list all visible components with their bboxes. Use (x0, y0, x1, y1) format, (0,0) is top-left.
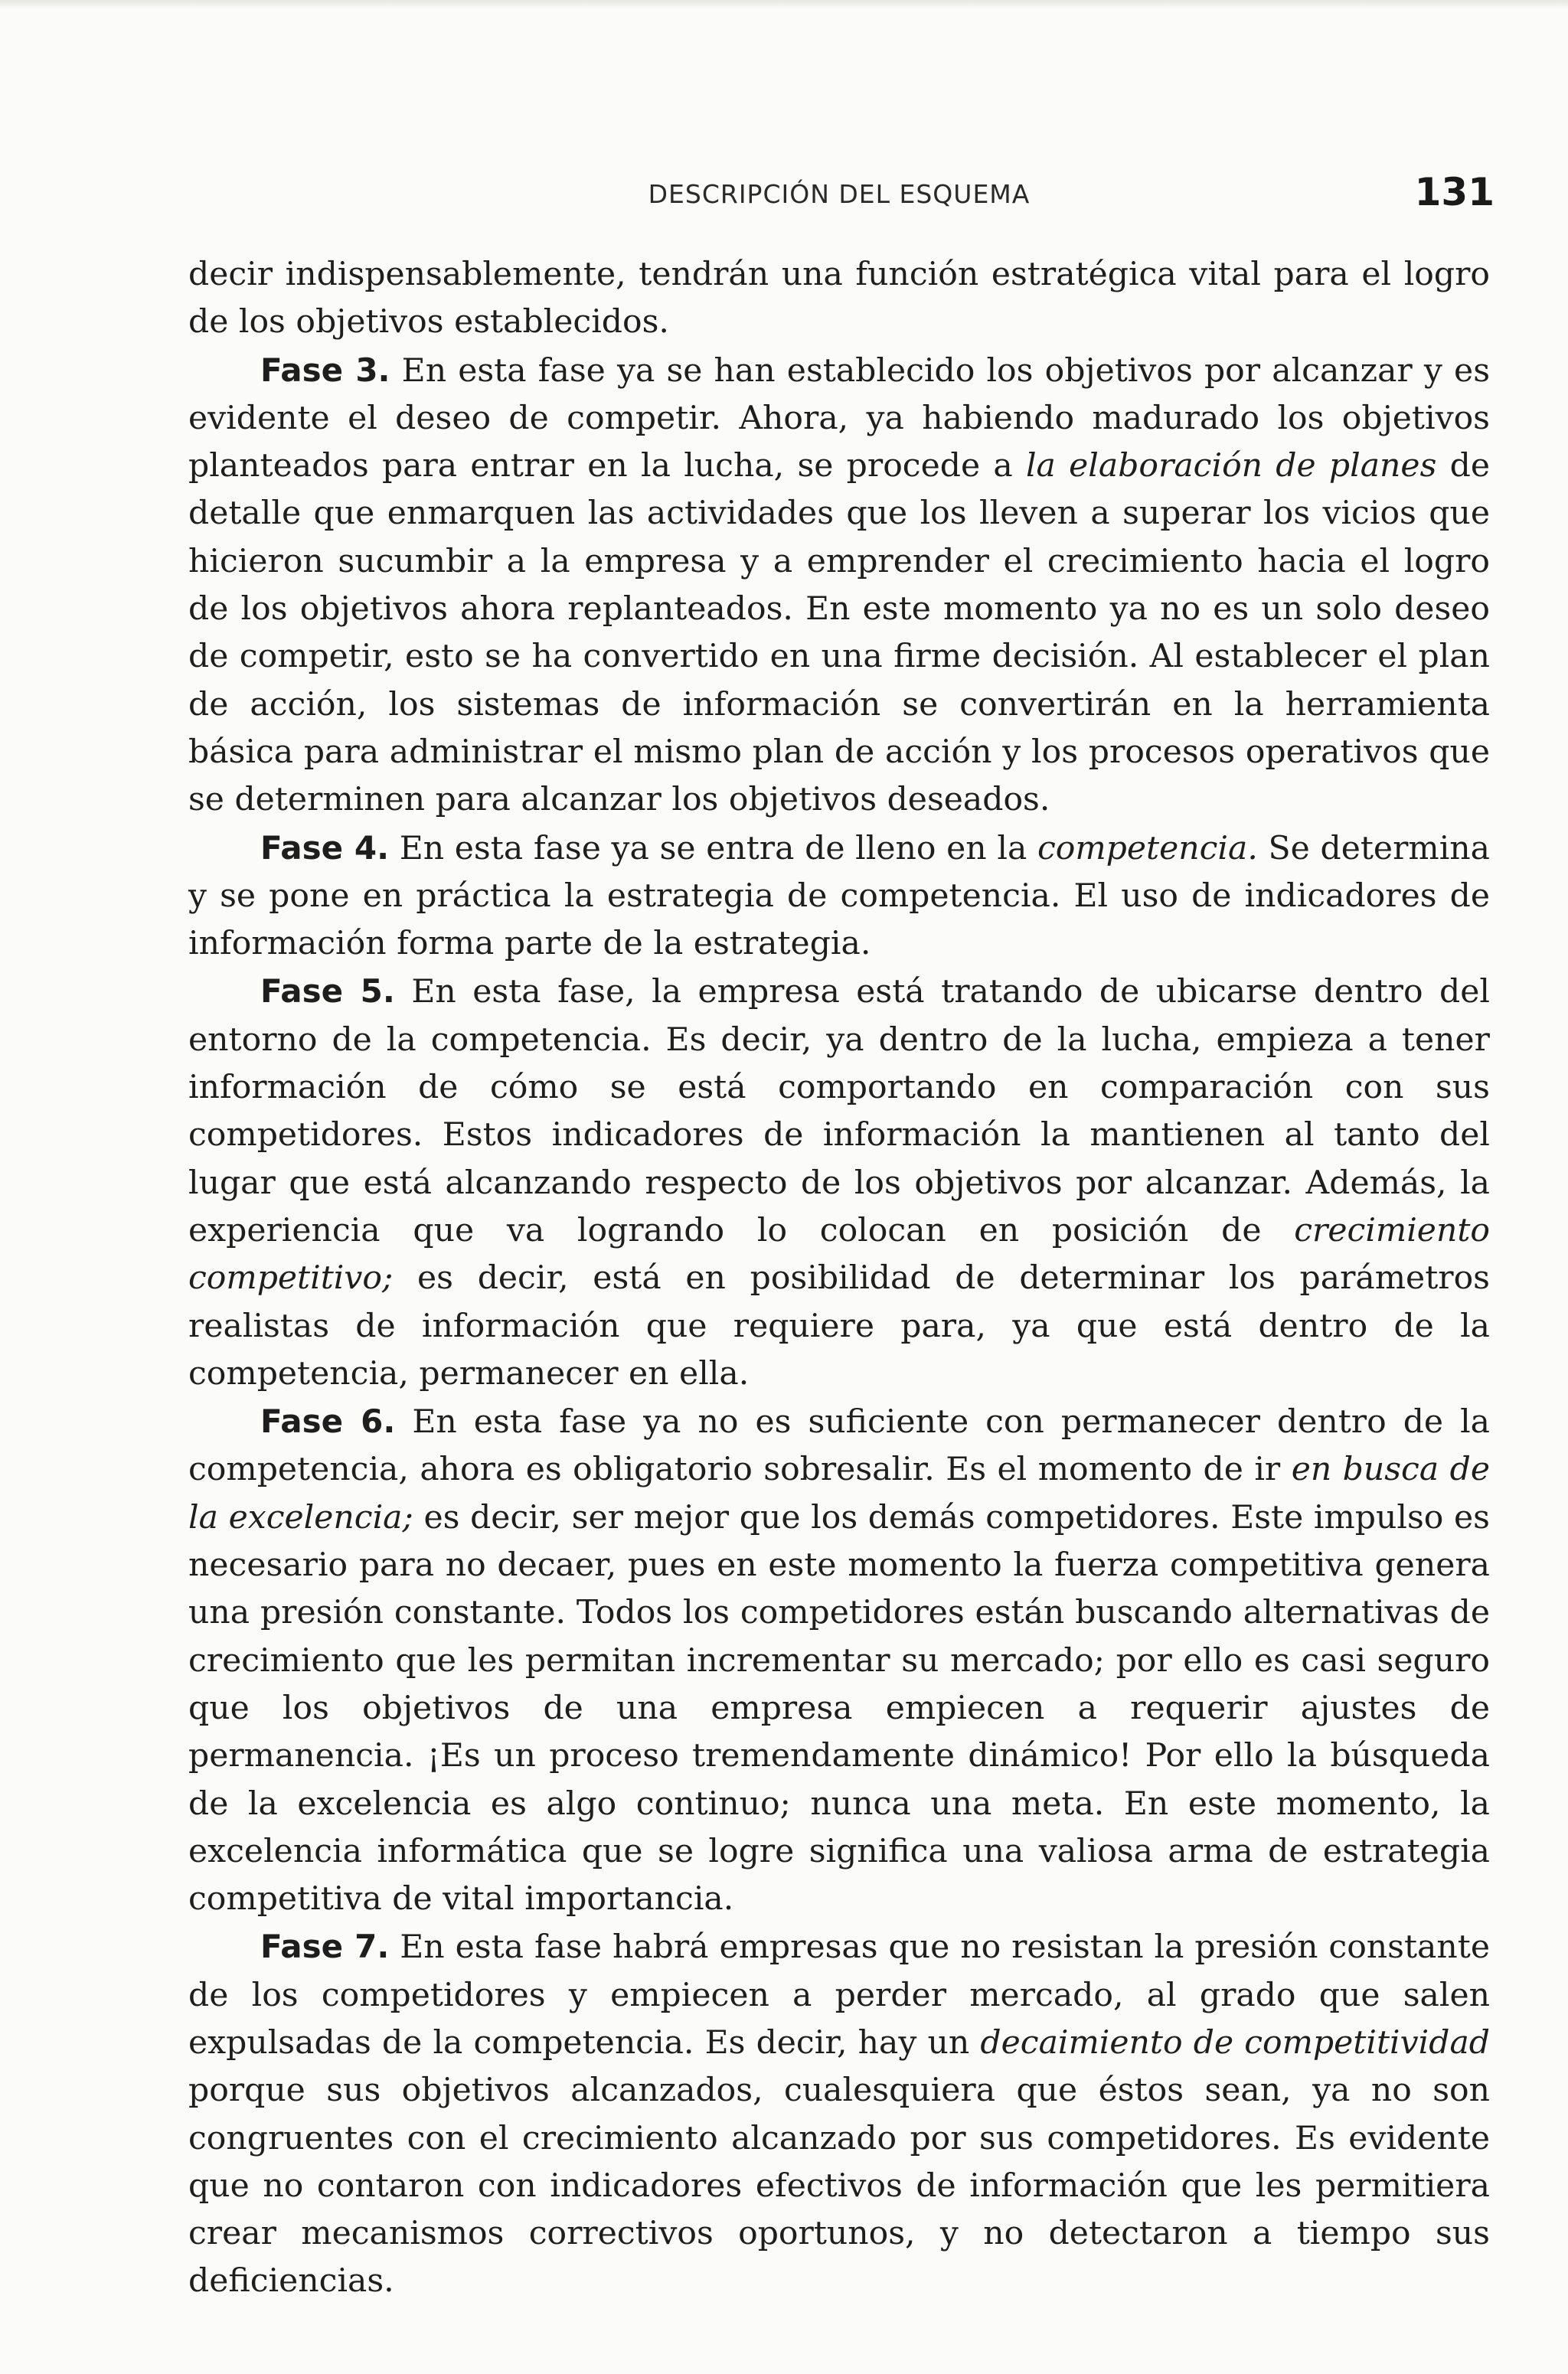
paragraph-text: En esta fase ya se han establecido los objetivos por alcanzar y es evidente el deseo de competir. Ahora, ya habiendo madurado los objetivos planteados para entrar en la lucha, se procede a (188, 351, 1490, 485)
paragraph-text: En esta fase, la empresa está tratando de ubicarse dentro del entorno de la competencia. Es decir, ya dentro de la lucha, empieza a tener información de cómo se está comportando en comparación con sus competidores. Estos indicadores de información la mantienen al tanto del lugar que está alcanzando respecto de los objetivos por alcanzar. Además, la experiencia que va logrando lo colocan en posición de (188, 973, 1490, 1249)
phase-label: Fase 7. (260, 1928, 390, 1966)
phase-label: Fase 5. (260, 972, 395, 1011)
phase-paragraph (188, 1398, 1490, 1923)
phase-paragraph (188, 1923, 1490, 2305)
paragraph-text: porque sus objetivos alcanzados, cualesquiera que éstos sean, ya no son congruentes con el crecimiento alcanzado por sus competidores. Es evidente que no contaron con indicadores efectivos de información que les permitiera crear mecanismos correctivos oportunos, y no detectaron a tiempo sus deficiencias. (188, 2072, 1490, 2301)
emphasis-text: decaimiento de competitividad (980, 2023, 1490, 2062)
emphasis-text: crecimiento competitivo; (188, 1211, 1490, 1298)
paragraph-text: de detalle que enmarquen las actividades que los lleven a superar los vicios que hicieron sucumbir a la empresa y a emprender el crecimiento hacia el logro de los objetivos ahora replanteados. En este momento ya no es un solo deseo de competir, esto se ha convertido en una firme decisión. Al establecer el plan de acción, los sistemas de información se convertirán en la herramienta básica para administrar el mismo plan de acción y los procesos operativos que se determinen para alcanzar los objetivos deseados. (188, 447, 1490, 819)
emphasis-text: competencia. (1037, 829, 1258, 867)
running-title: DESCRIPCIÓN DEL ESQUEMA (648, 179, 1031, 209)
page-top-edge (0, 0, 1568, 9)
paragraph-text: En esta fase ya no es suficiente con permanecer dentro de la competencia, ahora es obligatorio sobresalir. Es el momento de ir (188, 1403, 1491, 1489)
phase-label: Fase 4. (260, 828, 390, 867)
paragraph-text: Se determina y se pone en práctica la estrategia de competencia. El uso de indicadores de información forma parte de la estrategia. (188, 829, 1491, 963)
paragraph-text: es decir, está en posibilidad de determinar los parámetros realistas de información que requiere para, ya que está dentro de la competencia, permanecer en ella. (188, 1259, 1490, 1393)
paragraph-text: decir indispensablemente, tendrán una función estratégica vital para el logro de los objetivos establecidos. (188, 256, 1490, 341)
paragraph-text: En esta fase ya se entra de lleno en la (389, 829, 1037, 867)
running-header (184, 170, 1494, 224)
page-number: 131 (1414, 170, 1494, 214)
phase-paragraph (188, 825, 1490, 968)
phase-label: Fase 3. (260, 351, 390, 389)
paragraph-text: es decir, ser mejor que los demás competidores. Este impulso es necesario para no decaer, pues en este momento la fuerza competitiva genera una presión constante. Todos los competidores están buscando alternativas de crecimiento que les permitan incrementar su mercado; por ello es casi seguro que los objetivos de una empresa empiecen a requerir ajustes de permanencia. ¡Es un proceso tremendamente dinámico! Por ello la búsqueda de la excelencia es algo continuo; nunca una meta. En este momento, la excelencia informática que se logre significa una valiosa arma de estrategia competitiva de vital importancia. (188, 1498, 1490, 1918)
emphasis-text: la elaboración de planes (1025, 447, 1437, 485)
phase-label: Fase 6. (260, 1403, 396, 1441)
phase-paragraph (188, 968, 1490, 1398)
phase-paragraph (188, 347, 1490, 825)
emphasis-text: en busca de la excelencia; (188, 1451, 1490, 1536)
body-text (188, 251, 1490, 2306)
paragraph-text: En esta fase habrá empresas que no resistan la presión constante de los competidores y empiecen a perder mercado, al grado que salen expulsadas de la competencia. Es decir, hay un (188, 1928, 1491, 2062)
paragraph (188, 251, 1490, 347)
